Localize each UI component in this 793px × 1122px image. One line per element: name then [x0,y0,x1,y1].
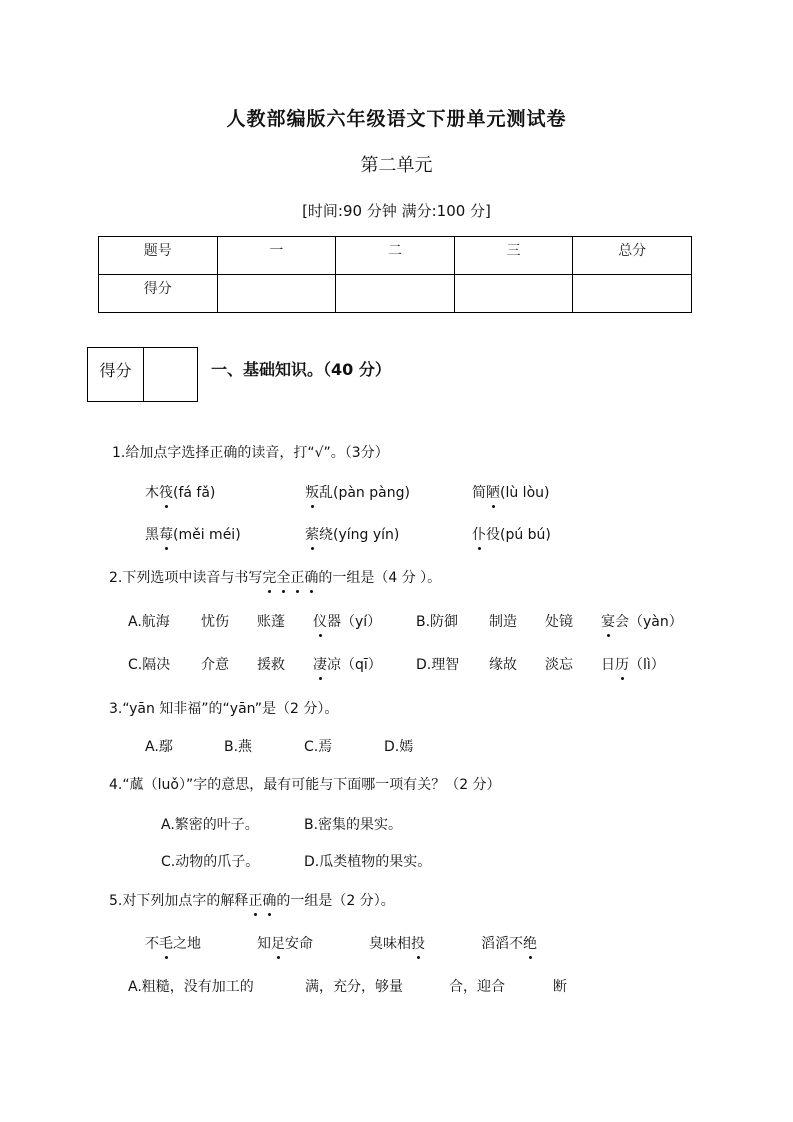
dotted-char: 足 [271,933,285,953]
q2-prompt [109,567,441,587]
option-a: A.鄢 [145,739,173,755]
item-text: 木 [145,485,159,501]
option-word: 制造 [489,614,517,630]
table-cell: 得分 [99,275,218,313]
prompt-text: 的一组是（4 分 ）。 [318,570,442,586]
prompt-text: 5.对下列加点字的解释 [109,893,249,909]
idiom-text: 不 [145,936,159,952]
dotted-char: 历 [615,654,629,674]
table-cell [217,275,336,313]
q1-item [472,482,549,502]
q1-item [472,524,551,544]
item-text: 黑 [145,527,159,543]
option-a: A.繁密的叶子。 [161,817,259,833]
item-text: 简 [472,485,486,501]
option-text: 日 [601,657,615,673]
dotted-char: 叛 [305,482,319,502]
option-a: A.航海 [128,614,170,630]
item-text: (měi méi) [173,527,241,543]
option-word: 忧伤 [201,614,229,630]
option-d: D.瓜类植物的果实。 [304,854,432,870]
option-c: C.隔决 [128,657,171,673]
table-cell: 三 [454,237,573,275]
dotted-char: 确 [262,890,276,910]
dotted-char: 筏 [159,482,173,502]
q1-prompt: 1.给加点字选择正确的读音，打“√”。（3分） [112,445,389,461]
table-cell: 题号 [99,237,218,275]
dotted-char: 投 [411,933,425,953]
option-text: （lì） [629,657,665,673]
option-word [601,654,665,674]
score-table [98,236,692,313]
idiom-text: 滔滔不 [481,936,523,952]
dotted-char: 正 [248,890,262,910]
option-d: D.嫣 [384,739,414,755]
idiom-text: 知 [257,936,271,952]
option-text: 会（yàn） [615,614,683,630]
dotted-char: 宴 [601,611,615,631]
dotted-char: 确 [304,567,318,587]
section-score-box [87,347,198,402]
dotted-char: 仪 [313,611,327,631]
item-text: 乱(pàn pàng) [319,485,410,501]
unit-subtitle: 第二单元 [360,155,433,176]
page-title: 人教部编版六年级语文下册单元测试卷 [226,108,567,130]
option-word: 援救 [257,657,285,673]
option-word [313,611,381,631]
idiom-text: 安命 [285,936,313,952]
dotted-char: 莓 [159,524,173,544]
table-cell: 二 [336,237,455,275]
option-d: D.理智 [416,657,460,673]
option-word: 淡忘 [545,657,573,673]
item-text: 役(pú bú) [486,527,551,543]
prompt-text: 2.下列选项中读音与书写 [109,570,263,586]
idiom-text: 臭味相 [369,936,411,952]
idiom-text: 之地 [173,936,201,952]
table-cell [454,275,573,313]
option-word: 合，迎合 [449,979,505,995]
dotted-char: 完 [262,567,276,587]
option-text: 器（yí） [327,614,382,630]
table-cell [336,275,455,313]
idiom [145,933,201,953]
dotted-char: 凄 [313,654,327,674]
section-score-label: 得分 [88,348,144,401]
option-word: 介意 [201,657,229,673]
option-b: B.燕 [224,739,253,755]
dotted-char: 萦 [305,524,319,544]
q1-item [145,524,241,544]
option-word: 断 [553,979,567,995]
q1-item [145,482,215,502]
option-word [601,611,683,631]
dotted-char: 陋 [486,482,500,502]
option-b: B.密集的果实。 [304,817,403,833]
dotted-char: 仆 [472,524,486,544]
option-b: B.防御 [416,614,459,630]
option-word: 处镜 [545,614,573,630]
item-text: 绕(yíng yín) [319,527,400,543]
dotted-char: 绝 [523,933,537,953]
table-row [99,237,692,275]
prompt-text: 的一组是（2 分）。 [276,893,395,909]
table-cell [573,275,692,313]
q4-prompt: 4.“蓏（luǒ）”字的意思，最有可能与下面哪一项有关？（2 分） [109,777,501,793]
idiom [257,933,313,953]
idiom [369,933,425,953]
q1-item [305,524,399,544]
option-word: 缘故 [489,657,517,673]
table-cell: 一 [217,237,336,275]
option-word: 账蓬 [257,614,285,630]
idiom [481,933,537,953]
item-text: (lù lòu) [500,485,550,501]
dotted-char: 正 [290,567,304,587]
q1-item [305,482,410,502]
table-cell: 总分 [573,237,692,275]
option-a: A.粗糙，没有加工的 [128,979,254,995]
time-info: [时间:90 分钟 满分:100 分] [302,202,491,220]
dotted-char: 毛 [159,933,173,953]
item-text: (fá fǎ) [173,485,216,501]
option-c: C.动物的爪子。 [161,854,260,870]
q5-prompt [109,890,395,910]
option-word: 满，充分，够量 [305,979,403,995]
option-c: C.焉 [304,739,333,755]
q3-prompt: 3.“yān 知非福”的“yān”是（2 分）。 [109,701,339,717]
section-heading: 一、基础知识。（40 分） [211,360,391,379]
table-row [99,275,692,313]
option-text: 凉（qī） [327,657,382,673]
option-word [313,654,382,674]
dotted-char: 全 [276,567,290,587]
